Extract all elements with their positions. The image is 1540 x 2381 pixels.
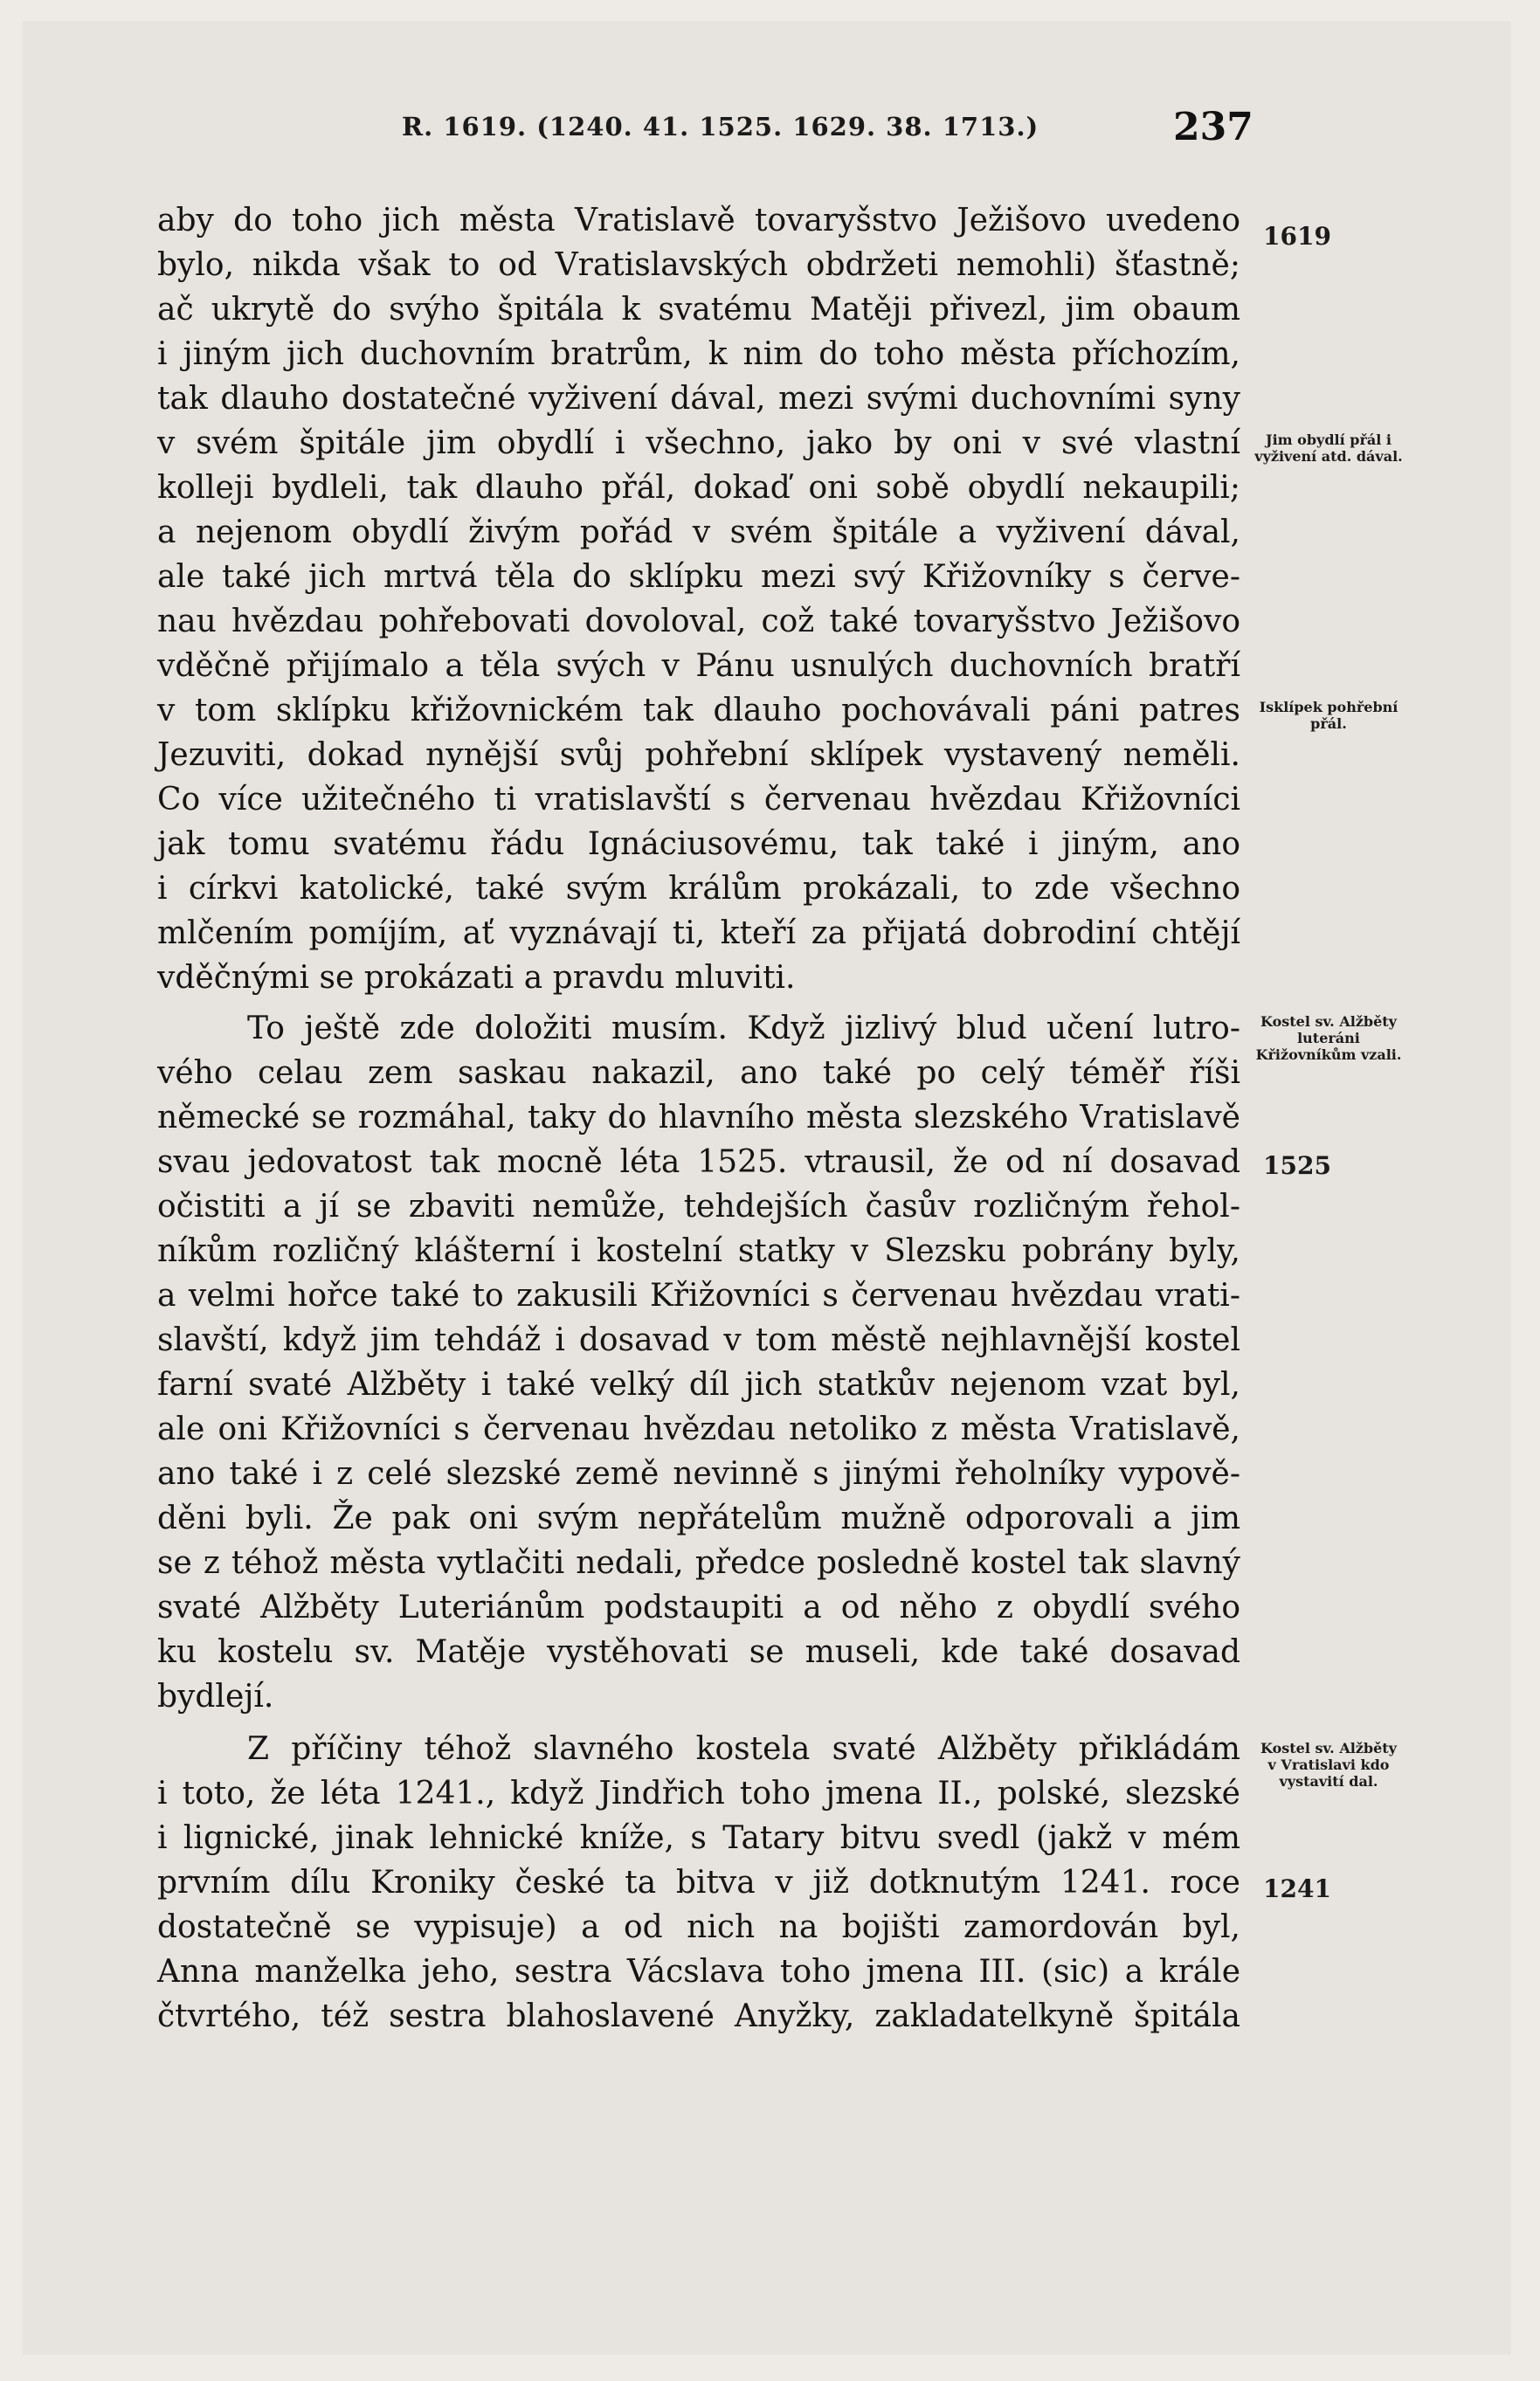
text-line: se z téhož města vytlačiti nedali, předce posledně kostel tak slavný [157, 1545, 1240, 1581]
text-line: slavští, když jim tehdáž i dosavad v tom městě nejhlavnější kostel [157, 1322, 1240, 1358]
text-line: vděčnými se prokázati a pravdu mluviti. [157, 960, 796, 996]
text-line: svau jedovatost tak mocně léta 1525. vtrausil, že od ní dosavad [157, 1144, 1240, 1180]
running-header: R. 1619. (1240. 41. 1525. 1629. 38. 1713.) [402, 112, 1039, 141]
text-line: Z příčiny téhož slavného kostela svaté Alžběty přikládám [247, 1731, 1240, 1767]
text-line: jak tomu svatému řádu Ignáciusovému, tak také i jiným, ano [157, 826, 1240, 862]
text-line: aby do toho jich města Vratislavě tovaryšstvo Ježišovo uvedeno [157, 203, 1240, 238]
text-line: ale také jich mrtvá těla do sklípku mezi svý Křižovníky s červe- [157, 559, 1240, 595]
text-line: nau hvězdau pohřebovati dovoloval, což také tovaryšstvo Ježišovo [157, 604, 1240, 639]
text-line: ano také i z celé slezské země nevinně s jinými řeholníky vypově- [157, 1456, 1240, 1492]
text-line: a nejenom obydlí živým pořád v svém špitále a vyživení dával, [157, 514, 1240, 550]
text-line: a velmi hořce také to zakusili Křižovníci s červenau hvězdau vrati- [157, 1278, 1240, 1314]
text-line: v tom sklípku křižovnickém tak dlauho pochovávali páni patres [157, 693, 1240, 728]
text-line: Anna manželka jeho, sestra Vácslava toho jmena III. (sic) a krále [157, 1954, 1240, 1990]
text-line: německé se rozmáhal, taky do hlavního města slezského Vratislavě [157, 1100, 1240, 1135]
text-line: bydlejí. [157, 1679, 274, 1715]
margin-year: 1525 [1263, 1151, 1331, 1180]
text-line: i toto, že léta 1241., když Jindřich toho jmena II., polské, slezské [157, 1776, 1240, 1812]
text-line: svaté Alžběty Luteriánům podstaupiti a od něho z obydlí svého [157, 1590, 1240, 1625]
text-line: ale oni Křižovníci s červenau hvězdau netoliko z města Vratislavě, [157, 1411, 1240, 1447]
text-line: ač ukrytě do svýho špitála k svatému Matěji přivezl, jim obaum [157, 292, 1240, 328]
text-line: dostatečně se vypisuje) a od nich na bojišti zamordován byl, [157, 1909, 1240, 1945]
text-line: mlčením pomíjím, ať vyznávají ti, kteří za přijatá dobrodiní chtějí [157, 915, 1240, 951]
text-line: Co více užitečného ti vratislavští s červenau hvězdau Křižovníci [157, 782, 1240, 818]
margin-note: Isklípek pohřební přál. [1259, 699, 1398, 732]
text-line: v svém špitále jim obydlí i všechno, jako by oni v své vlastní [157, 425, 1240, 461]
text-line: níkům rozličný klášterní i kostelní statky v Slezsku pobrány byly, [157, 1233, 1240, 1269]
margin-note: Kostel sv. Alžběty luteráni Křižovníkům vzali. [1255, 1013, 1402, 1063]
text-line: i církvi katolické, také svým králům prokázali, to zde všechno [157, 871, 1240, 907]
text-line: děni byli. Že pak oni svým nepřátelům mužně odporovali a jim [157, 1501, 1240, 1536]
text-line: očistiti a jí se zbaviti nemůže, tehdejších časův rozličným řehol- [157, 1189, 1240, 1225]
text-line: vého celau zem saskau nakazil, ano také po celý téměř říši [157, 1055, 1240, 1091]
text-line: farní svaté Alžběty i také velký díl jich statkův nejenom vzat byl, [157, 1367, 1240, 1403]
text-line: prvním dílu Kroniky české ta bitva v již dotknutým 1241. roce [157, 1865, 1240, 1901]
text-line: bylo, nikda však to od Vratislavských obdržeti nemohli) šťastně; [157, 247, 1240, 283]
text-line: vděčně přijímalo a těla svých v Pánu usnulých duchovních bratří [157, 648, 1240, 684]
text-line: i jiným jich duchovním bratrům, k nim do toho města příchozím, [157, 336, 1240, 372]
page-number: 237 [1173, 105, 1253, 149]
text-line: čtvrtého, též sestra blahoslavené Anyžky, zakladatelkyně špitála [157, 1998, 1240, 2034]
text-line: ku kostelu sv. Matěje vystěhovati se museli, kde také dosavad [157, 1634, 1240, 1670]
text-line: kolleji bydleli, tak dlauho přál, dokaď oni sobě obydlí nekaupili; [157, 470, 1240, 506]
margin-note: Kostel sv. Alžběty v Vratislavi kdo vystavití dal. [1260, 1740, 1397, 1790]
text-line: i lignické, jinak lehnické kníže, s Tatary bitvu svedl (jakž v mém [157, 1820, 1240, 1856]
text-line: Jezuviti, dokad nynější svůj pohřební sklípek vystavený neměli. [157, 737, 1240, 773]
margin-year: 1619 [1263, 222, 1331, 251]
text-line: tak dlauho dostatečné vyživení dával, mezi svými duchovními syny [157, 381, 1240, 417]
margin-year: 1241 [1263, 1874, 1331, 1903]
margin-note: Jim obydlí přál i vyživení atd. dával. [1254, 431, 1403, 465]
text-line: To ještě zde doložiti musím. Když jizlivý blud učení lutro- [247, 1011, 1240, 1046]
